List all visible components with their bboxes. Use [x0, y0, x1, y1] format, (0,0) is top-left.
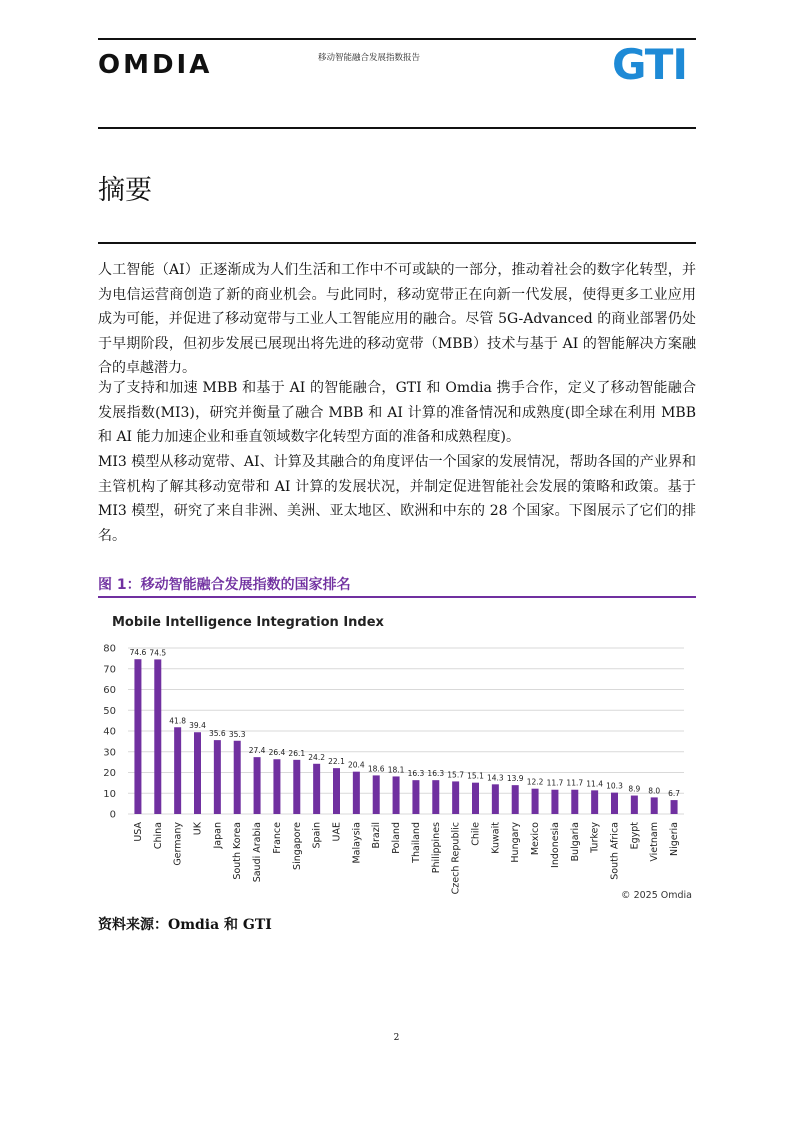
data-label: 39.4 — [189, 721, 206, 731]
data-label: 20.4 — [348, 760, 365, 770]
bar-egypt — [631, 796, 638, 814]
bar-spain — [313, 764, 320, 814]
data-label: 11.4 — [586, 779, 603, 789]
x-category-label: USA — [132, 822, 144, 842]
bar-usa — [134, 659, 141, 814]
data-label: 16.3 — [427, 769, 445, 779]
data-label: 6.7 — [668, 789, 681, 799]
x-category-label: Hungary — [510, 822, 522, 863]
x-category-label: Bulgaria — [569, 822, 581, 862]
x-category-label: Kuwait — [490, 822, 502, 854]
x-category-label: Poland — [391, 822, 403, 854]
section-heading: 摘要 — [98, 175, 152, 206]
data-label: 26.1 — [288, 748, 306, 758]
bar-chile — [472, 783, 479, 814]
x-category-label: South Africa — [609, 822, 621, 880]
data-label: 35.3 — [228, 729, 246, 739]
data-label: 18.6 — [367, 764, 385, 774]
x-category-label: Indonesia — [549, 822, 561, 868]
x-category-label: Chile — [470, 822, 482, 846]
bar-vietnam — [651, 797, 658, 814]
x-category-label: Saudi Arabia — [252, 822, 264, 883]
x-category-label: UAE — [331, 822, 343, 842]
bar-malaysia — [353, 772, 360, 814]
y-tick-label: 10 — [103, 788, 116, 800]
y-tick-label: 30 — [103, 747, 116, 759]
chart-copyright: © 2025 Omdia — [621, 890, 692, 901]
data-label: 18.1 — [387, 765, 405, 775]
figure-caption: 图 1：移动智能融合发展指数的国家排名 — [98, 577, 351, 593]
bar-japan — [214, 740, 221, 814]
x-category-label: Brazil — [371, 822, 383, 849]
data-label: 11.7 — [546, 778, 564, 788]
body-paragraph-3: MI3 模型从移动宽带、AI、计算及其融合的角度评估一个国家的发展情况，帮助各国的产业界和主管机构了解其移动宽带和 AI 计算的发展状况，并制定促进智能社会发展的策略和政策。基于 MI3 模型，研究了来自非洲、美洲、亚太地区、欧洲和中东的 28 个国家。下图展示了它们的排名。 — [98, 454, 696, 544]
x-category-label: UK — [192, 822, 204, 836]
bar-uae — [333, 768, 340, 814]
x-category-label: Malaysia — [351, 822, 363, 864]
x-category-label: Vietnam — [649, 822, 661, 862]
data-label: 26.4 — [268, 748, 286, 758]
y-tick-label: 60 — [103, 685, 116, 696]
y-tick-label: 50 — [103, 705, 116, 717]
figure-rule — [98, 596, 696, 598]
y-tick-label: 80 — [103, 643, 116, 655]
bar-germany — [174, 727, 181, 814]
bar-south-korea — [234, 741, 241, 814]
data-label: 16.3 — [407, 769, 425, 779]
bar-thailand — [412, 780, 419, 814]
bar-saudi-arabia — [254, 757, 261, 814]
x-category-label: Singapore — [291, 822, 303, 870]
bar-hungary — [512, 785, 519, 814]
bar-poland — [393, 776, 400, 814]
data-label: 8.0 — [648, 786, 661, 796]
bar-indonesia — [551, 790, 558, 814]
x-category-label: Japan — [212, 822, 224, 849]
x-category-label: South Korea — [232, 822, 244, 880]
data-label: 12.2 — [526, 777, 544, 787]
data-label: 10.3 — [606, 781, 623, 791]
bar-philippines — [432, 780, 439, 814]
data-label: 35.6 — [209, 729, 226, 739]
data-label: 11.7 — [566, 778, 584, 788]
x-category-label: Spain — [311, 822, 323, 849]
data-label: 27.4 — [248, 746, 266, 756]
data-label: 13.9 — [506, 774, 524, 784]
data-label: 74.5 — [149, 648, 167, 658]
data-label: 15.7 — [447, 770, 464, 780]
header-top-rule — [98, 38, 696, 40]
bar-mexico — [532, 789, 539, 814]
data-label: 74.6 — [129, 648, 147, 658]
bar-uk — [194, 732, 201, 814]
x-category-label: Turkey — [589, 822, 601, 853]
data-label: 8.9 — [628, 784, 641, 794]
x-category-label: Philippines — [430, 822, 442, 874]
bar-brazil — [373, 775, 380, 814]
bar-china — [154, 659, 161, 814]
bar-czech-republic — [452, 781, 459, 814]
data-label: 15.1 — [467, 771, 484, 781]
body-paragraph-1: 人工智能（AI）正逐渐成为人们生活和工作中不可或缺的一部分，推动着社会的数字化转型，并为电信运营商创造了新的商业机会。与此同时，移动宽带正在向新一代发展，使得更多工业应用成为可能，并促进了移动宽带与工业人工智能应用的融合。尽管 5G-Advanced 的商业部署仍处于早期阶段，但初步发展已展现出将先进的移动宽带（MBB）技术与基于 AI 的智能解决方案融合的卓越潜力。 — [98, 262, 696, 376]
y-tick-label: 70 — [103, 664, 116, 676]
gti-logo: GTI — [612, 40, 688, 89]
x-category-label: Egypt — [629, 822, 641, 850]
y-tick-label: 0 — [109, 809, 116, 821]
chart-title: Mobile Intelligence Integration Index — [112, 615, 384, 630]
x-category-label: France — [271, 822, 283, 854]
x-category-label: China — [152, 822, 164, 850]
bar-turkey — [591, 790, 598, 814]
bar-south-africa — [611, 793, 618, 814]
omdia-logo: OMDIA — [98, 50, 213, 80]
bar-nigeria — [671, 800, 678, 814]
ranking-bar-chart — [98, 602, 696, 904]
data-label: 22.1 — [328, 757, 345, 767]
header-bottom-rule — [98, 127, 696, 129]
page-number: 2 — [393, 1033, 400, 1043]
x-category-label: Mexico — [530, 822, 542, 856]
data-label: 14.3 — [487, 773, 504, 783]
body-paragraph-2: 为了支持和加速 MBB 和基于 AI 的智能融合，GTI 和 Omdia 携手合作，定义了移动智能融合发展指数(MI3)，研究并衡量了融合 MBB 和 AI 计算的准备情况和成熟度(即全球在利用 MBB 和 AI 能力加速企业和垂直领域数字化转型方面的准备和成熟程度)。 — [98, 380, 696, 445]
x-category-label: Nigeria — [669, 822, 681, 856]
data-label: 41.8 — [169, 716, 186, 726]
bar-kuwait — [492, 784, 499, 814]
x-category-label: Czech Republic — [450, 822, 462, 895]
document-title: 移动智能融合发展指数报告 — [318, 53, 421, 63]
x-category-label: Germany — [172, 822, 184, 866]
bar-singapore — [293, 760, 300, 814]
section-rule — [98, 242, 696, 244]
data-label: 24.2 — [308, 752, 325, 762]
x-category-label: Thailand — [410, 822, 422, 863]
bar-bulgaria — [571, 790, 578, 814]
figure-source: 资料来源：Omdia 和 GTI — [98, 917, 272, 933]
bar-france — [273, 759, 280, 814]
y-tick-label: 40 — [103, 726, 116, 738]
y-tick-label: 20 — [103, 768, 116, 779]
